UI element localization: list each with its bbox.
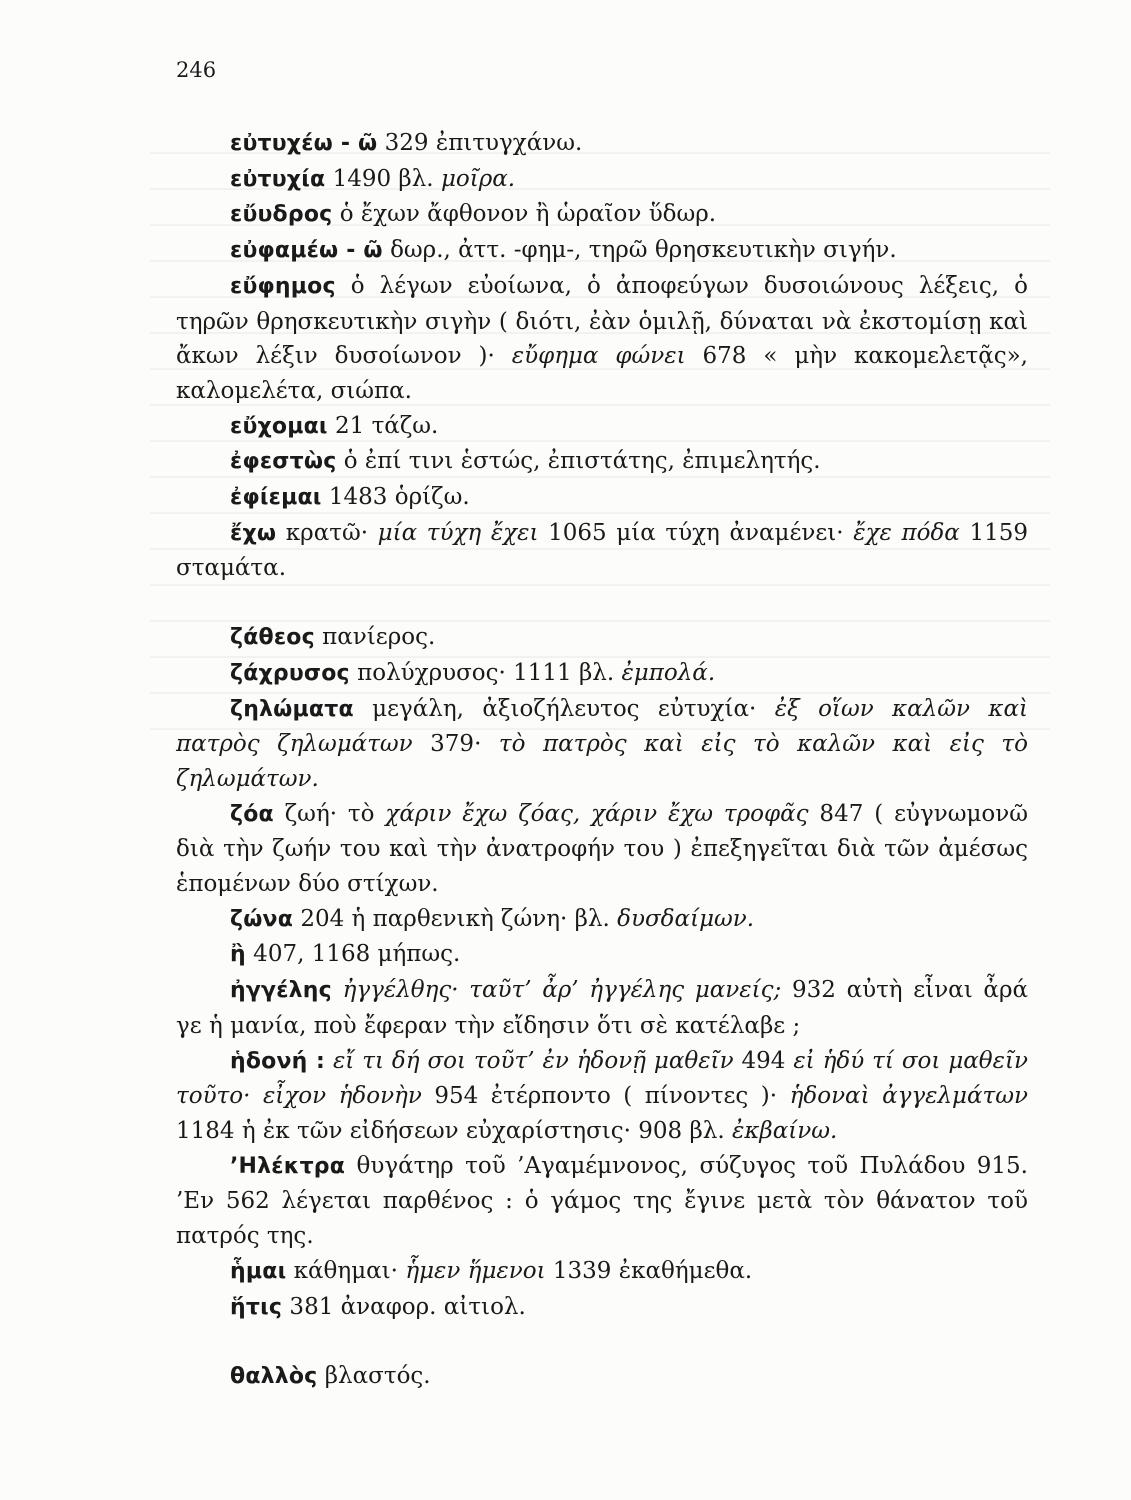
- entry-quote: ἡδοναὶ ἀγγελμάτων: [789, 1083, 1029, 1110]
- entry-headword: ζηλώματα: [230, 696, 354, 722]
- entry-definition: κάθημαι·: [286, 1257, 406, 1284]
- entry-headword: ἐφίεμαι: [230, 485, 322, 511]
- entry-definition: 932 αὐτὴ εἶναι ἆρά γε ἡ μανία, ποὺ ἔφεραν τὴν εἴδησιν ὅτι σὲ κατέλαβε ;: [176, 977, 1029, 1039]
- entry-quote: ἐμπολά.: [621, 659, 716, 686]
- entry-definition: ζωή· τὸ: [273, 800, 386, 827]
- entry-quote: εἴ τι δή σοι τοῦτ’ ἐν ἡδονῇ μαθεῖν: [332, 1047, 734, 1074]
- entry-definition: 1065 μία τύχη ἀναμένει·: [538, 519, 854, 546]
- entry-quote: ἔχε πόδα: [853, 519, 960, 546]
- entry-headword: ἠγγέλης: [230, 978, 332, 1004]
- entry-headword: ’Ηλέκτρα: [230, 1153, 346, 1179]
- entry-definition: 954 ἐτέρποντο ( πίνοντες )·: [421, 1083, 790, 1110]
- glossary-entry: [176, 480, 1028, 516]
- glossary-entry: [176, 1149, 1028, 1254]
- glossary-entry: [176, 937, 1028, 973]
- glossary-entry: [176, 797, 1028, 902]
- entry-definition: ὁ ἐπί τινι ἑστώς, ἐπιστάτης, ἐπιμελητής.: [336, 448, 821, 475]
- glossary-entry: [176, 516, 1028, 586]
- entry-definition: 1483 ὁρίζω.: [321, 484, 470, 511]
- entry-definition: [325, 1048, 333, 1074]
- glossary-entry: [176, 902, 1028, 938]
- entry-definition: 1490 βλ.: [325, 165, 441, 192]
- entry-headword: ἔχω: [230, 520, 277, 546]
- entry-headword: ἥτις: [230, 1294, 283, 1320]
- entry-headword: εὐτυχέω - ῶ: [230, 131, 378, 156]
- glossary-entry: [176, 444, 1028, 480]
- entry-definition: ὁ λέγων εὐοίωνα, ὁ ἀποφεύγων δυσοιώνους λέξεις, ὁ τηρῶν θρησκευτικὴν σιγὴν ( διότι, ἐὰν ὁμιλῇ, δύναται νὰ ἐκστομίσῃ καὶ ἄκων λέξιν δυσοίωνον )·: [176, 272, 1028, 370]
- entry-definition: 379·: [412, 731, 499, 758]
- glossary-entry: [176, 1290, 1028, 1326]
- entry-headword: εὔχομαι: [230, 413, 328, 439]
- entry-quote: χάριν ἔχω ζόας, χάριν ἔχω τροφᾶς: [385, 800, 809, 827]
- entry-definition: 1159 σταμάτα.: [176, 519, 1028, 582]
- entry-definition: 381 ἀναφορ. αἰτιολ.: [282, 1293, 526, 1320]
- entry-definition: 494: [733, 1047, 794, 1074]
- entry-quote: ἐκβαίνω.: [732, 1117, 838, 1144]
- entry-quote: εὔφημα φώνει: [511, 343, 686, 370]
- entry-definition: 678 « μὴν κακομελετᾷς», καλομελέτα, σιώπα.: [176, 343, 1028, 404]
- entry-definition: θυγάτηρ τοῦ ’Αγαμέμνονος, σύζυγος τοῦ Πυλάδου 915. ’Εν 562 λέγεται παρθένος : ὁ γάμος της ἔγινε μετὰ τὸν θάνατον τοῦ πατρός της.: [176, 1152, 1028, 1250]
- glossary-entry: [176, 126, 1028, 162]
- entry-quote: εἰ ἡδύ τί σοι μαθεῖν τοῦτο· εἶχον ἡδονὴν: [176, 1047, 1028, 1110]
- glossary-entry: [176, 973, 1028, 1043]
- entry-quote: δυσδαίμων.: [617, 905, 755, 932]
- entry-quote: ἐξ οἵων καλῶν καὶ πατρὸς ζηλωμάτων: [176, 695, 1028, 758]
- entry-quote: τὸ πατρὸς καὶ εἰς τὸ καλῶν καὶ εἰς τὸ ζηλωμάτων.: [176, 731, 1028, 792]
- glossary-entry: [176, 692, 1028, 797]
- glossary-entry: [176, 197, 1028, 233]
- entry-definition: 407, 1168 μήπως.: [245, 941, 461, 968]
- glossary-entry: [176, 269, 1028, 409]
- glossary-entry: [176, 1044, 1028, 1149]
- glossary-entry: [176, 233, 1028, 269]
- entry-definition: δωρ., ἀττ. -φημ-, τηρῶ θρησκευτικὴν σιγήν.: [382, 237, 897, 264]
- entry-definition: [332, 977, 343, 1003]
- entry-headword: εὐτυχία: [230, 166, 326, 192]
- glossary-entry: [176, 162, 1028, 198]
- entry-definition: κρατῶ·: [276, 519, 378, 546]
- entry-headword: εὔφημος: [230, 273, 336, 299]
- entry-definition: 21 τάζω.: [327, 412, 439, 439]
- glossary-entry: [176, 1359, 1028, 1395]
- glossary-text: [176, 126, 1028, 1395]
- glossary-entry: [176, 1254, 1028, 1290]
- entry-headword: εὔυδρος: [230, 202, 333, 228]
- entry-quote: μία τύχη ἔχει: [377, 519, 539, 546]
- entry-definition: 1184 ἡ ἐκ τῶν εἰδήσεων εὐχαρίστησις· 908 βλ.: [176, 1117, 732, 1144]
- entry-definition: 847 ( εὐγνωμονῶ διὰ τὴν ζωήν του καὶ τὴν ἀνατροφήν του ) ἐπεξηγεῖται διὰ τῶν ἀμέσως ἑπομένων δύο στίχων.: [176, 800, 1028, 898]
- entry-definition: πανίερος.: [314, 624, 436, 651]
- entry-quote: μοῖρα.: [440, 165, 516, 192]
- entry-headword: ἢ: [230, 942, 246, 968]
- entry-definition: 204 ἡ παρθενικὴ ζώνη· βλ.: [293, 905, 618, 932]
- entry-headword: ἡδονή :: [230, 1048, 326, 1074]
- entry-headword: ζάχρυσος: [230, 660, 350, 686]
- entry-headword: ζώνα: [230, 906, 294, 932]
- entry-definition: βλαστός.: [317, 1363, 431, 1390]
- entry-headword: θαλλὸς: [230, 1364, 318, 1390]
- glossary-entry: [176, 409, 1028, 445]
- entry-definition: 329 ἐπιτυγχάνω.: [377, 130, 583, 156]
- entry-quote: ἠγγέλθης· ταῦτ’ ἆρ’ ἠγγέλης μανείς;: [342, 977, 782, 1004]
- entry-definition: πολύχρυσος· 1111 βλ.: [349, 659, 622, 686]
- entry-definition: 1339 ἐκαθήμεθα.: [545, 1257, 753, 1284]
- page-number: 246: [176, 58, 217, 82]
- glossary-entry: [176, 620, 1028, 656]
- entry-headword: ἐφεστὼς: [230, 449, 337, 475]
- entry-headword: εὐφαμέω - ῶ: [230, 238, 383, 264]
- entry-headword: ζάθεος: [230, 625, 315, 651]
- glossary-entry: [176, 656, 1028, 692]
- entry-definition: μεγάλη, ἀξιοζήλευτος εὐτυχία·: [353, 695, 775, 722]
- entry-quote: ἧμεν ἥμενοι: [405, 1257, 546, 1284]
- entry-headword: ἧμαι: [230, 1258, 287, 1284]
- entry-headword: ζόα: [230, 801, 274, 827]
- entry-definition: ὁ ἔχων ἄφθονον ἢ ὡραῖον ὕδωρ.: [332, 201, 717, 228]
